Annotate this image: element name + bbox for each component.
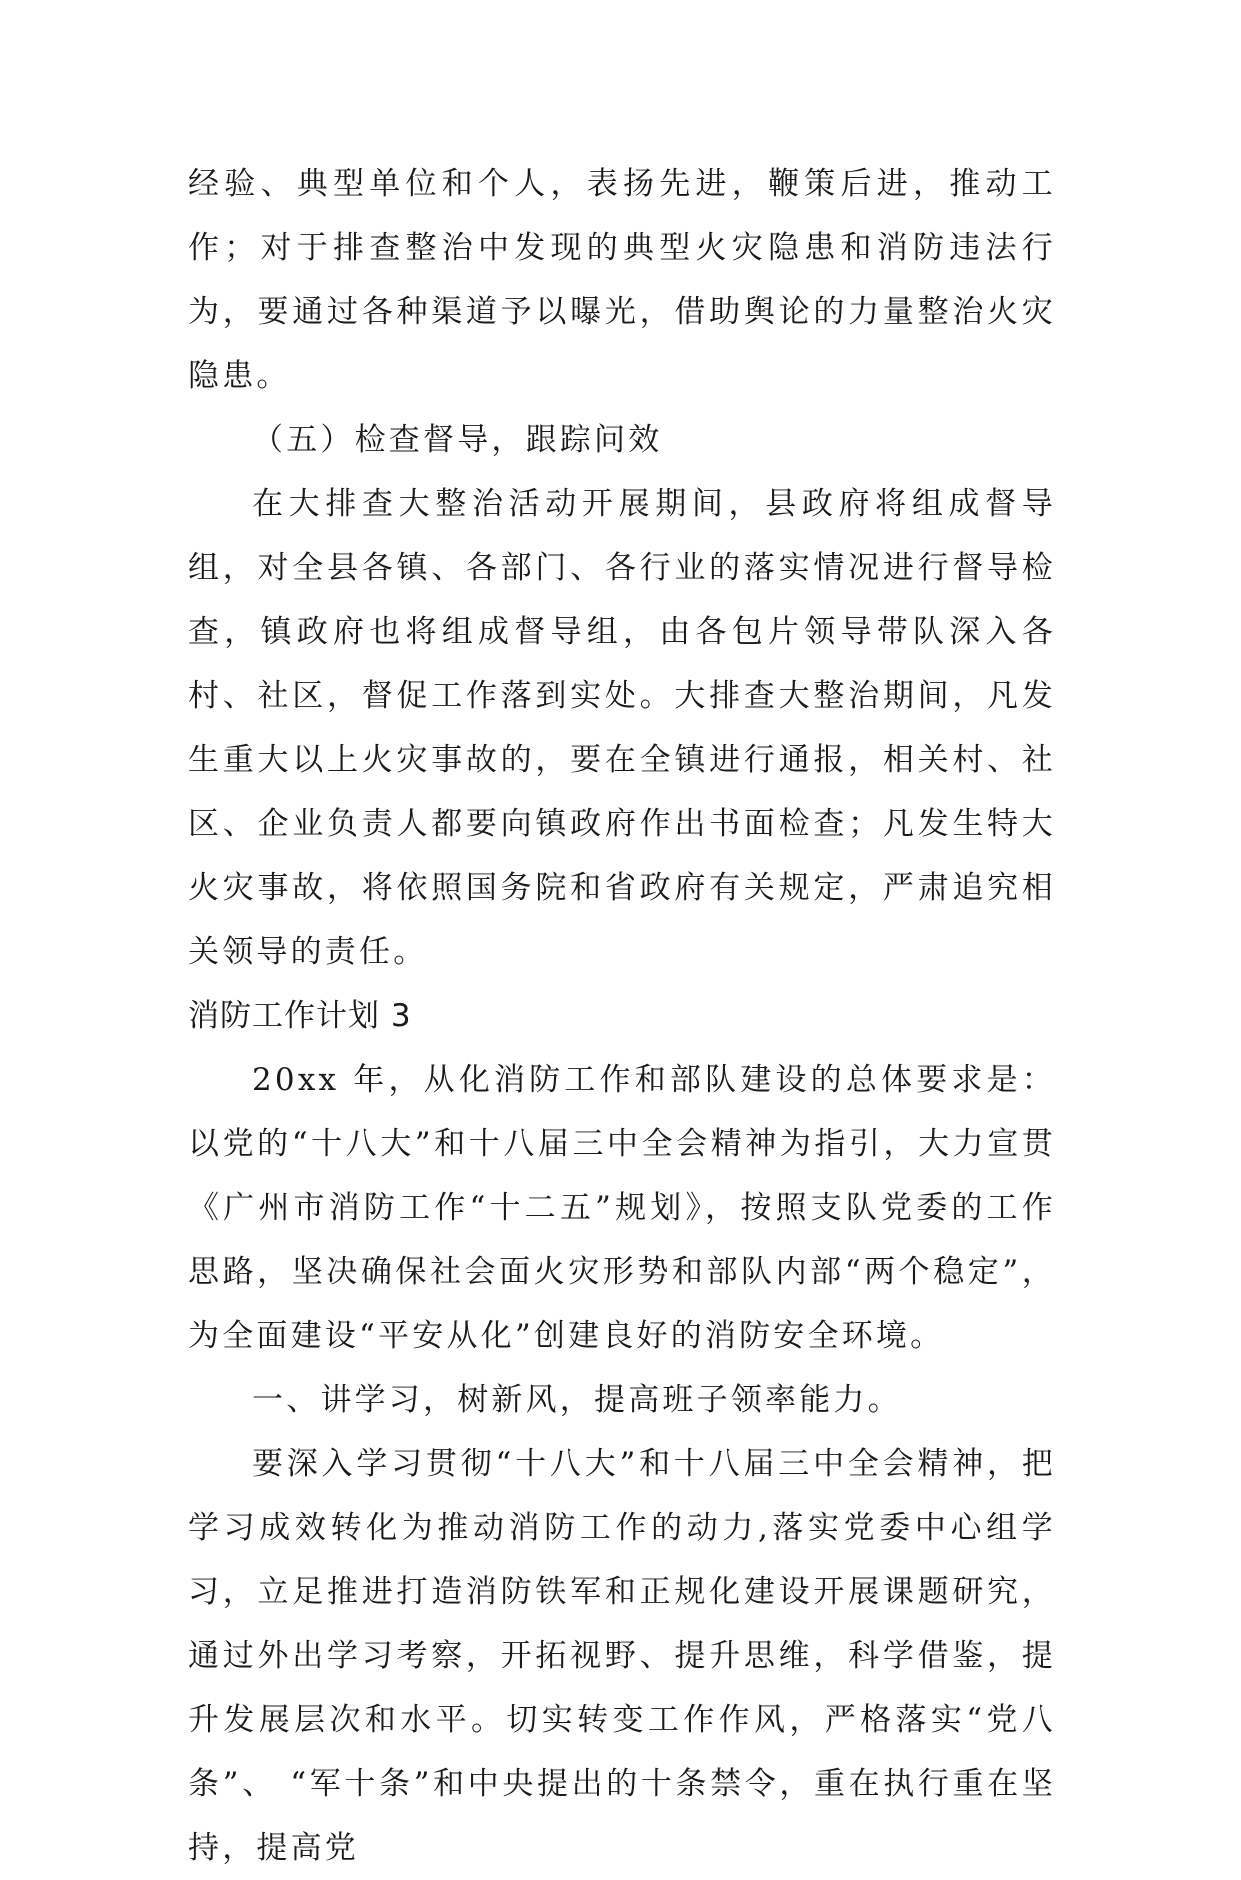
continuation-paragraph: 经验、典型单位和个人，表扬先进，鞭策后进，推动工作；对于排查整治中发现的典型火灾隐患和消防违法行为，要通过各种渠道予以曝光，借助舆论的力量整治火灾隐患。 bbox=[188, 166, 1056, 394]
section-five-heading: （五）检查督导，跟踪问效 bbox=[252, 422, 663, 458]
document-body bbox=[188, 152, 1056, 1880]
section-one-paragraph: 要深入学习贯彻“十八大”和十八届三中全会精神，把学习成效转化为推动消防工作的动力,落实党委中心组学习，立足推进打造消防铁军和正规化建设开展课题研究，通过外出学习考察，开拓视野、提升思维，科学借鉴，提升发展层次和水平。切实转变工作作风，严格落实“党八条”、 “军十条”和中央提出的十条禁令，重在执行重在坚持，提高党 bbox=[188, 1446, 1056, 1866]
plan-intro-paragraph: 20xx 年，从化消防工作和部队建设的总体要求是：以党的“十八大”和十八届三中全会精神为指引，大力宣贯《广州市消防工作“十二五”规划》，按照支队党委的工作思路，坚决确保社会面火灾形势和部队内部“两个稳定”，为全面建设“平安从化”创建良好的消防安全环境。 bbox=[188, 1062, 1056, 1354]
section-five-paragraph: 在大排查大整治活动开展期间，县政府将组成督导组，对全县各镇、各部门、各行业的落实情况进行督导检查，镇政府也将组成督导组，由各包片领导带队深入各村、社区，督促工作落到实处。大排查大整治期间，凡发生重大以上火灾事故的，要在全镇进行通报，相关村、社区、企业负责人都要向镇政府作出书面检查；凡发生特大火灾事故，将依照国务院和省政府有关规定，严肃追究相关领导的责任。 bbox=[188, 486, 1056, 970]
section-one-heading: 一、讲学习，树新风，提高班子领率能力。 bbox=[252, 1382, 902, 1418]
plan-title: 消防工作计划 3 bbox=[188, 998, 412, 1034]
